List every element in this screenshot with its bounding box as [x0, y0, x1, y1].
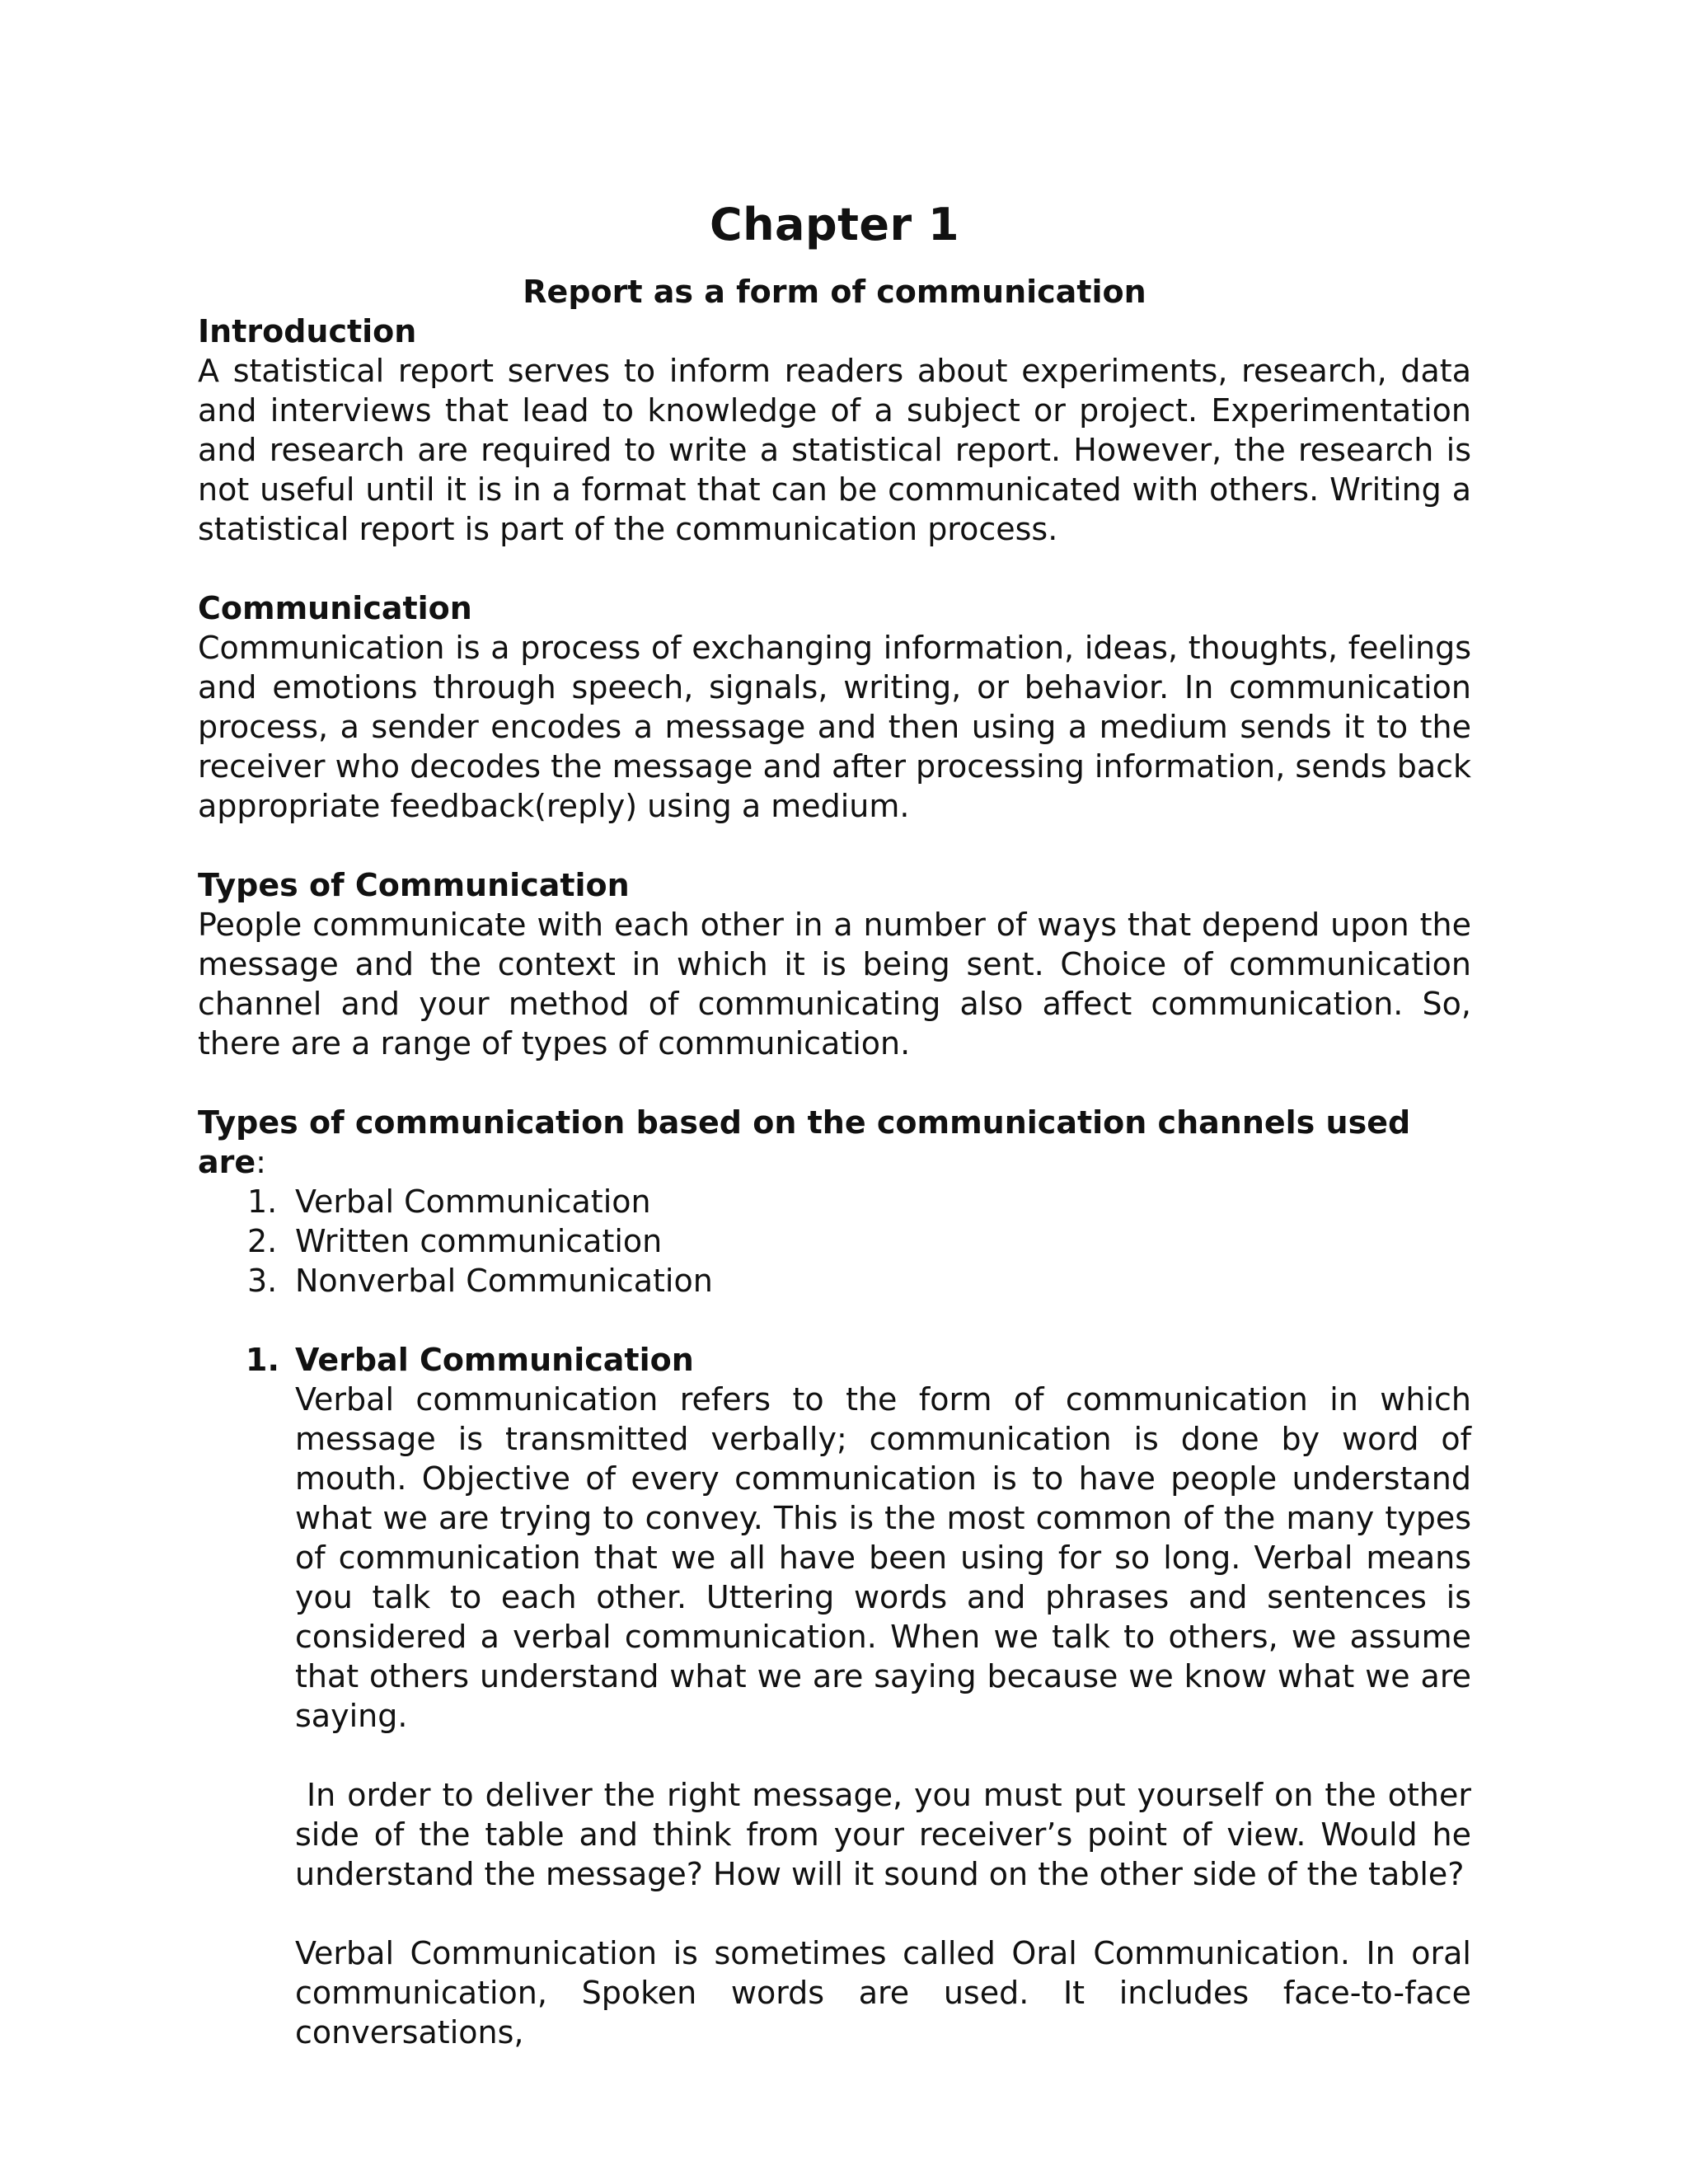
verbal-section — [198, 1340, 1482, 2052]
list-item-label: Written communication — [295, 1223, 663, 1259]
introduction-heading: Introduction — [198, 313, 417, 349]
verbal-paragraph-2: In order to deliver the right message, you must put yourself on the other side of the table and think from your receiver’s point of view. Would he understand the message? How will it sound on the other side of the table? — [295, 1777, 1482, 1892]
spacer — [295, 1736, 1471, 1775]
page-content — [198, 196, 1482, 2052]
list-item — [247, 1182, 1471, 1221]
verbal-section-number: 1. — [246, 1342, 279, 1378]
chapter-subtitle: Report as a form of communication — [523, 274, 1146, 310]
list-item — [247, 1261, 1471, 1301]
verbal-heading: Verbal Communication — [295, 1342, 694, 1378]
list-item — [247, 1221, 1471, 1261]
channels-list — [198, 1182, 1471, 1301]
list-item-number: 2. — [247, 1223, 278, 1259]
list-item-number: 1. — [247, 1183, 278, 1220]
channels-heading — [198, 1103, 1471, 1182]
types-paragraph: People communicate with each other in a number of ways that depend upon the message and the context in which it is being sent. Choice of communication channel and your method of communicating also affect communication. So, there are a range of types of communication. — [198, 907, 1471, 1062]
spacer — [198, 1301, 1471, 1340]
types-heading: Types of Communication — [198, 867, 630, 903]
communication-heading: Communication — [198, 590, 472, 626]
channels-heading-colon: : — [256, 1144, 266, 1180]
spacer — [198, 1063, 1471, 1103]
channels-heading-text: Types of communication based on the communication channels used are — [198, 1104, 1411, 1180]
list-item-label: Nonverbal Communication — [295, 1263, 713, 1299]
spacer — [198, 826, 1471, 865]
list-item-label: Verbal Communication — [295, 1183, 651, 1220]
verbal-paragraph-3: Verbal Communication is sometimes called Oral Communication. In oral communication, Spoken words are used. It includes face-to-face conversations, — [295, 1935, 1471, 2050]
communication-paragraph: Communication is a process of exchanging information, ideas, thoughts, feelings and emotions through speech, signals, writing, or behavior. In communication process, a sender encodes a message and then using a medium sends it to the receiver who decodes the message and after processing information, sends back appropriate feedback(reply) using a medium. — [198, 630, 1471, 824]
list-item-number: 3. — [247, 1263, 278, 1299]
chapter-title: Chapter 1 — [709, 199, 960, 251]
introduction-paragraph: A statistical report serves to inform readers about experiments, research, data and interviews that lead to knowledge of a subject or project. Experimentation and research are required to write a statistical report. However, the research is not useful until it is in a format that can be communicated with others. Writing a statistical report is part of the communication process. — [198, 353, 1471, 547]
spacer — [295, 1894, 1471, 1933]
verbal-paragraph-1: Verbal communication refers to the form of communication in which message is transmitted verbally; communication is done by word of mouth. Objective of every communication is to have people understand what we are trying to convey. This is the most common of the many types of communication that we all have been using for so long. Verbal means you talk to each other. Uttering words and phrases and sentences is considered a verbal communication. When we talk to others, we assume that others understand what we are saying because we know what we are saying. — [295, 1381, 1471, 1734]
spacer — [198, 549, 1471, 588]
